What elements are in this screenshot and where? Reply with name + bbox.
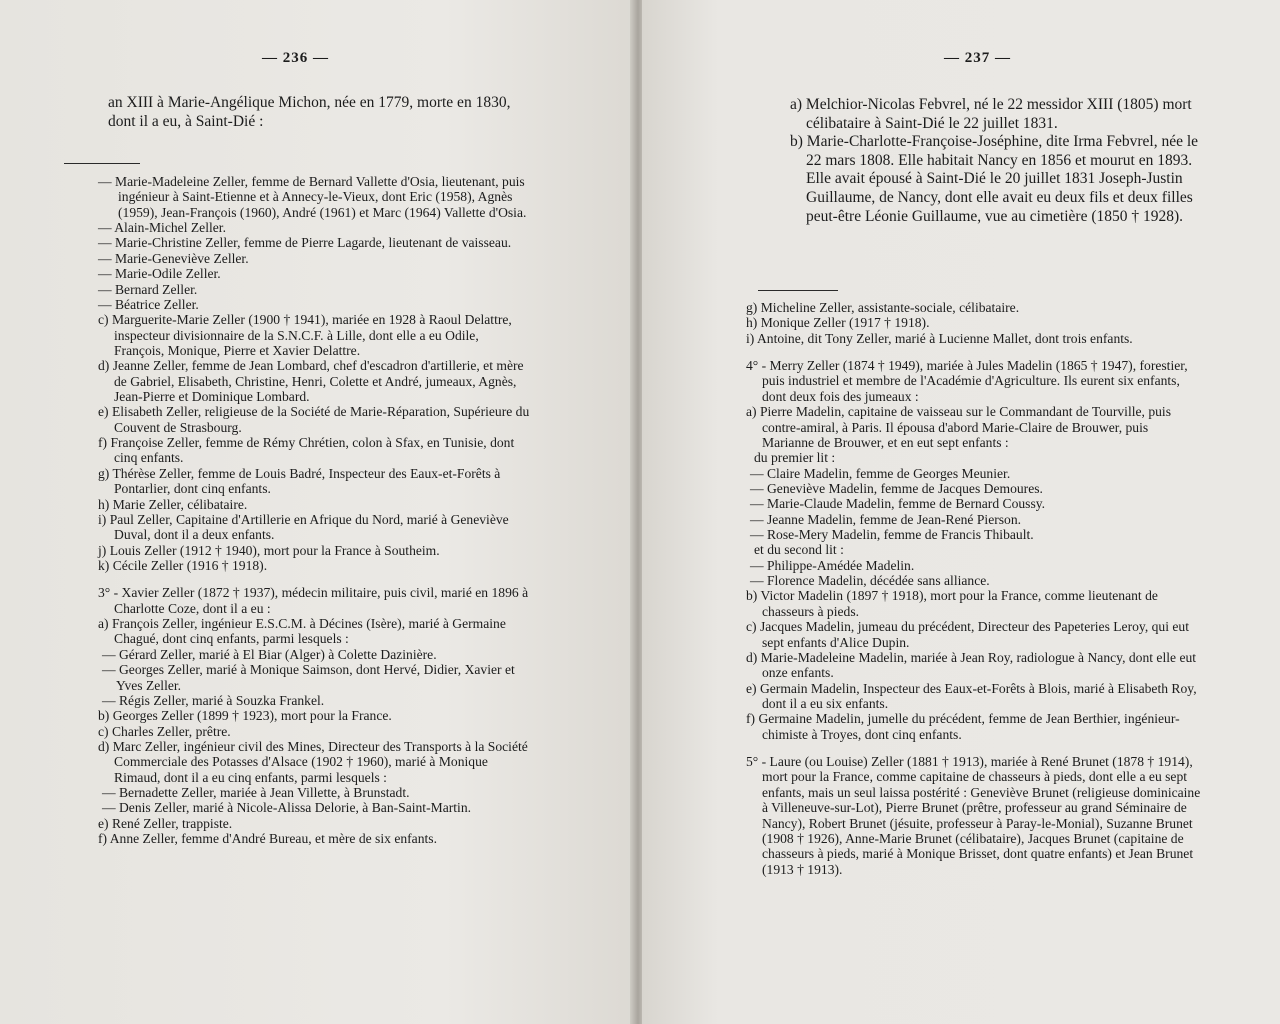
text-line: f) Germaine Madelin, jumelle du précédent, femme de Jean Berthier, ingénieur-chimiste à Troyes, dont cinq enfants. [746,711,1180,742]
text-line: d) Marc Zeller, ingénieur civil des Mines, Directeur des Transports à la Société Commerciale des Potasses d'Alsace (1902 † 1960), marié à Monique Rimaud, dont il a eu cinq enfants, parmi lesquels : [98,738,528,785]
text-line: d) Marie-Madeleine Madelin, mariée à Jean Roy, radiologue à Nancy, dont elle eut onze enfants. [746,649,1197,681]
page-number-right: — 237 — [944,50,1011,66]
text-line: — Marie-Claude Madelin, femme de Bernard Coussy. [750,496,1046,512]
intro-paragraph [108,94,532,131]
left-page [0,0,636,1024]
text-line: — Bernadette Zeller, mariée à Jean Villette, à Brunstadt. [102,785,410,801]
intro-text: an XIII à Marie-Angélique Michon, née en 1779, morte en 1830, dont il a eu, à Saint-Dié : [108,94,511,130]
text-line: a) Melchior-Nicolas Febvrel, né le 22 messidor XIII (1805) mort célibataire à Saint-Dié le 22 juillet 1831. [790,96,1192,132]
text-line: k) Cécile Zeller (1916 † 1918). [98,557,268,573]
right-main-text [790,96,1202,226]
text-line: et du second lit : [754,542,844,558]
text-line: b) Marie-Charlotte-Françoise-Joséphine, dite Irma Febvrel, née le 22 mars 1808. Elle habitait Nancy en 1856 et mourut en 1893. Elle avait épousé à Saint-Dié le 20 juillet 1831 Joseph-Justin Guillaume, de Nancy, dont elle avait eu deux fils et deux filles peut-être Léonie Guillaume, vue au cimetière (1850 † 1928). [790,133,1199,225]
text-line: — Bernard Zeller. [98,281,198,297]
text-line: b) Georges Zeller (1899 † 1923), mort pour la France. [98,708,392,724]
text-line: — Marie-Geneviève Zeller. [98,250,249,266]
text-line: — Philippe-Amédée Madelin. [750,557,915,573]
text-line: b) Victor Madelin (1897 † 1918), mort pour la France, comme lieutenant de chasseurs à pieds. [746,588,1158,619]
text-line: — Jeanne Madelin, femme de Jean-René Pierson. [750,511,1022,527]
text-line: — Florence Madelin, décédée sans alliance. [750,573,990,589]
text-line: — Gérard Zeller, marié à El Biar (Alger) à Colette Dazinière. [102,646,437,662]
text-line: — Geneviève Madelin, femme de Jacques Demoures. [750,480,1043,496]
text-line: e) Elisabeth Zeller, religieuse de la Société de Marie-Réparation, Supérieure du Couvent de Strasbourg. [98,404,530,435]
text-line: f) Françoise Zeller, femme de Rémy Chrétien, colon à Sfax, en Tunisie, dont cinq enfants. [98,435,515,466]
footnote-rule-left [64,163,140,164]
text-line: — Marie-Madeleine Zeller, femme de Bernard Vallette d'Osia, lieutenant, puis ingénieur à Saint-Etienne et à Annecy-le-Vieux, dont Eric (1958), Agnès (1959), Jean-François (1960), André (1961) et Marc (1964) Vallette d'Osia. [98,174,527,220]
text-line: i) Paul Zeller, Capitaine d'Artillerie en Afrique du Nord, marié à Geneviève Duval, dont il a deux enfants. [98,511,509,543]
text-line: e) René Zeller, trappiste. [98,815,233,831]
text-line: d) Jeanne Zeller, femme de Jean Lombard, chef d'escadron d'artillerie, et mère de Gabriel, Elisabeth, Christine, Henri, Colette et André, jumeaux, Agnès, Jean-Pierre et Dominique Lombard. [98,358,524,405]
text-line: — Claire Madelin, femme de Georges Meunier. [750,465,1011,481]
text-line: e) Germain Madelin, Inspecteur des Eaux-et-Forêts à Blois, marié à Elisabeth Roy, dont il a eu six enfants. [746,680,1197,711]
text-line: — Marie-Odile Zeller. [98,266,221,282]
right-footnote-list [746,300,1202,877]
page-number-left: — 236 — [262,50,329,66]
text-line: — Alain-Michel Zeller. [98,220,226,236]
text-line: j) Louis Zeller (1912 † 1940), mort pour la France à Southeim. [98,542,440,558]
text-line: du premier lit : [754,450,836,466]
text-line: i) Antoine, dit Tony Zeller, marié à Lucienne Mallet, dont trois enfants. [746,330,1133,346]
text-line: a) Pierre Madelin, capitaine de vaisseau sur le Commandant de Tourville, puis contre-amiral, à Paris. Il épousa d'abord Marie-Claire de Brouwer, puis Marianne de Brouwer, et en eut sept enfants : [746,404,1171,450]
text-line: — Régis Zeller, marié à Souzka Frankel. [102,692,325,708]
text-line: — Denis Zeller, marié à Nicole-Alissa Delorie, à Ban-Saint-Martin. [102,800,472,816]
right-page [642,0,1280,1024]
text-line: c) Charles Zeller, prêtre. [98,723,231,739]
footnote-rule-right [758,290,838,291]
text-line: f) Anne Zeller, femme d'André Bureau, et mère de six enfants. [98,831,437,847]
text-line: 5° - Laure (ou Louise) Zeller (1881 † 1913), mariée à René Brunet (1878 † 1914), mort pour la France, comme capitaine de chasseurs à pieds, dont elle a eu sept enfants, mais un seul laissa postérité : Geneviève Brunet (religieuse dominicaine à Villeneuve-sur-Lot), Pierre Brunet (prêtre, professeur au grand Séminaire de Nancy), Robert Brunet (jésuite, professeur à Paray-le-Monial), Suzanne Brunet (1908 † 1926), Anne-Marie Brunet (célibataire), Jacques Brunet (capitaine de chasseurs à pieds, marié à Monique Brisset, dont quatre enfants) et Jean Brunet (1913 † 1913). [746,754,1201,877]
text-line: g) Micheline Zeller, assistante-sociale, célibataire. [746,300,1020,315]
text-line: g) Thérèse Zeller, femme de Louis Badré, Inspecteur des Eaux-et-Forêts à Pontarlier, dont cinq enfants. [98,465,501,497]
text-line: h) Marie Zeller, célibataire. [98,496,248,512]
text-line: c) Marguerite-Marie Zeller (1900 † 1941), mariée en 1928 à Raoul Delattre, inspecteur divisionnaire de la S.N.C.F. à Lille, dont elle a eu Odile, François, Monique, Pierre et Xavier Delattre. [98,312,512,358]
left-footnote-list [98,174,532,846]
text-line: 4° - Merry Zeller (1874 † 1949), mariée à Jules Madelin (1865 † 1947), forestier, puis industriel et membre de l'Académie d'Agriculture. Ils eurent six enfants, dont deux fois des jumeaux : [746,358,1188,404]
text-line: 3° - Xavier Zeller (1872 † 1937), médecin militaire, puis civil, marié en 1896 à Charlotte Coze, dont il a eu : [98,585,529,616]
text-line: — Georges Zeller, marié à Monique Saimson, dont Hervé, Didier, Xavier et Yves Zeller. [102,662,515,693]
text-line: c) Jacques Madelin, jumeau du précédent, Directeur des Papeteries Leroy, qui eut sept enfants d'Alice Dupin. [746,619,1190,650]
text-line: — Rose-Mery Madelin, femme de Francis Thibault. [750,527,1034,543]
text-line: h) Monique Zeller (1917 † 1918). [746,315,930,331]
text-line: a) François Zeller, ingénieur E.S.C.M. à Décines (Isère), marié à Germaine Chagué, dont cinq enfants, parmi lesquels : [98,616,506,647]
text-line: — Marie-Christine Zeller, femme de Pierre Lagarde, lieutenant de vaisseau. [98,235,512,251]
text-line: — Béatrice Zeller. [98,296,199,312]
